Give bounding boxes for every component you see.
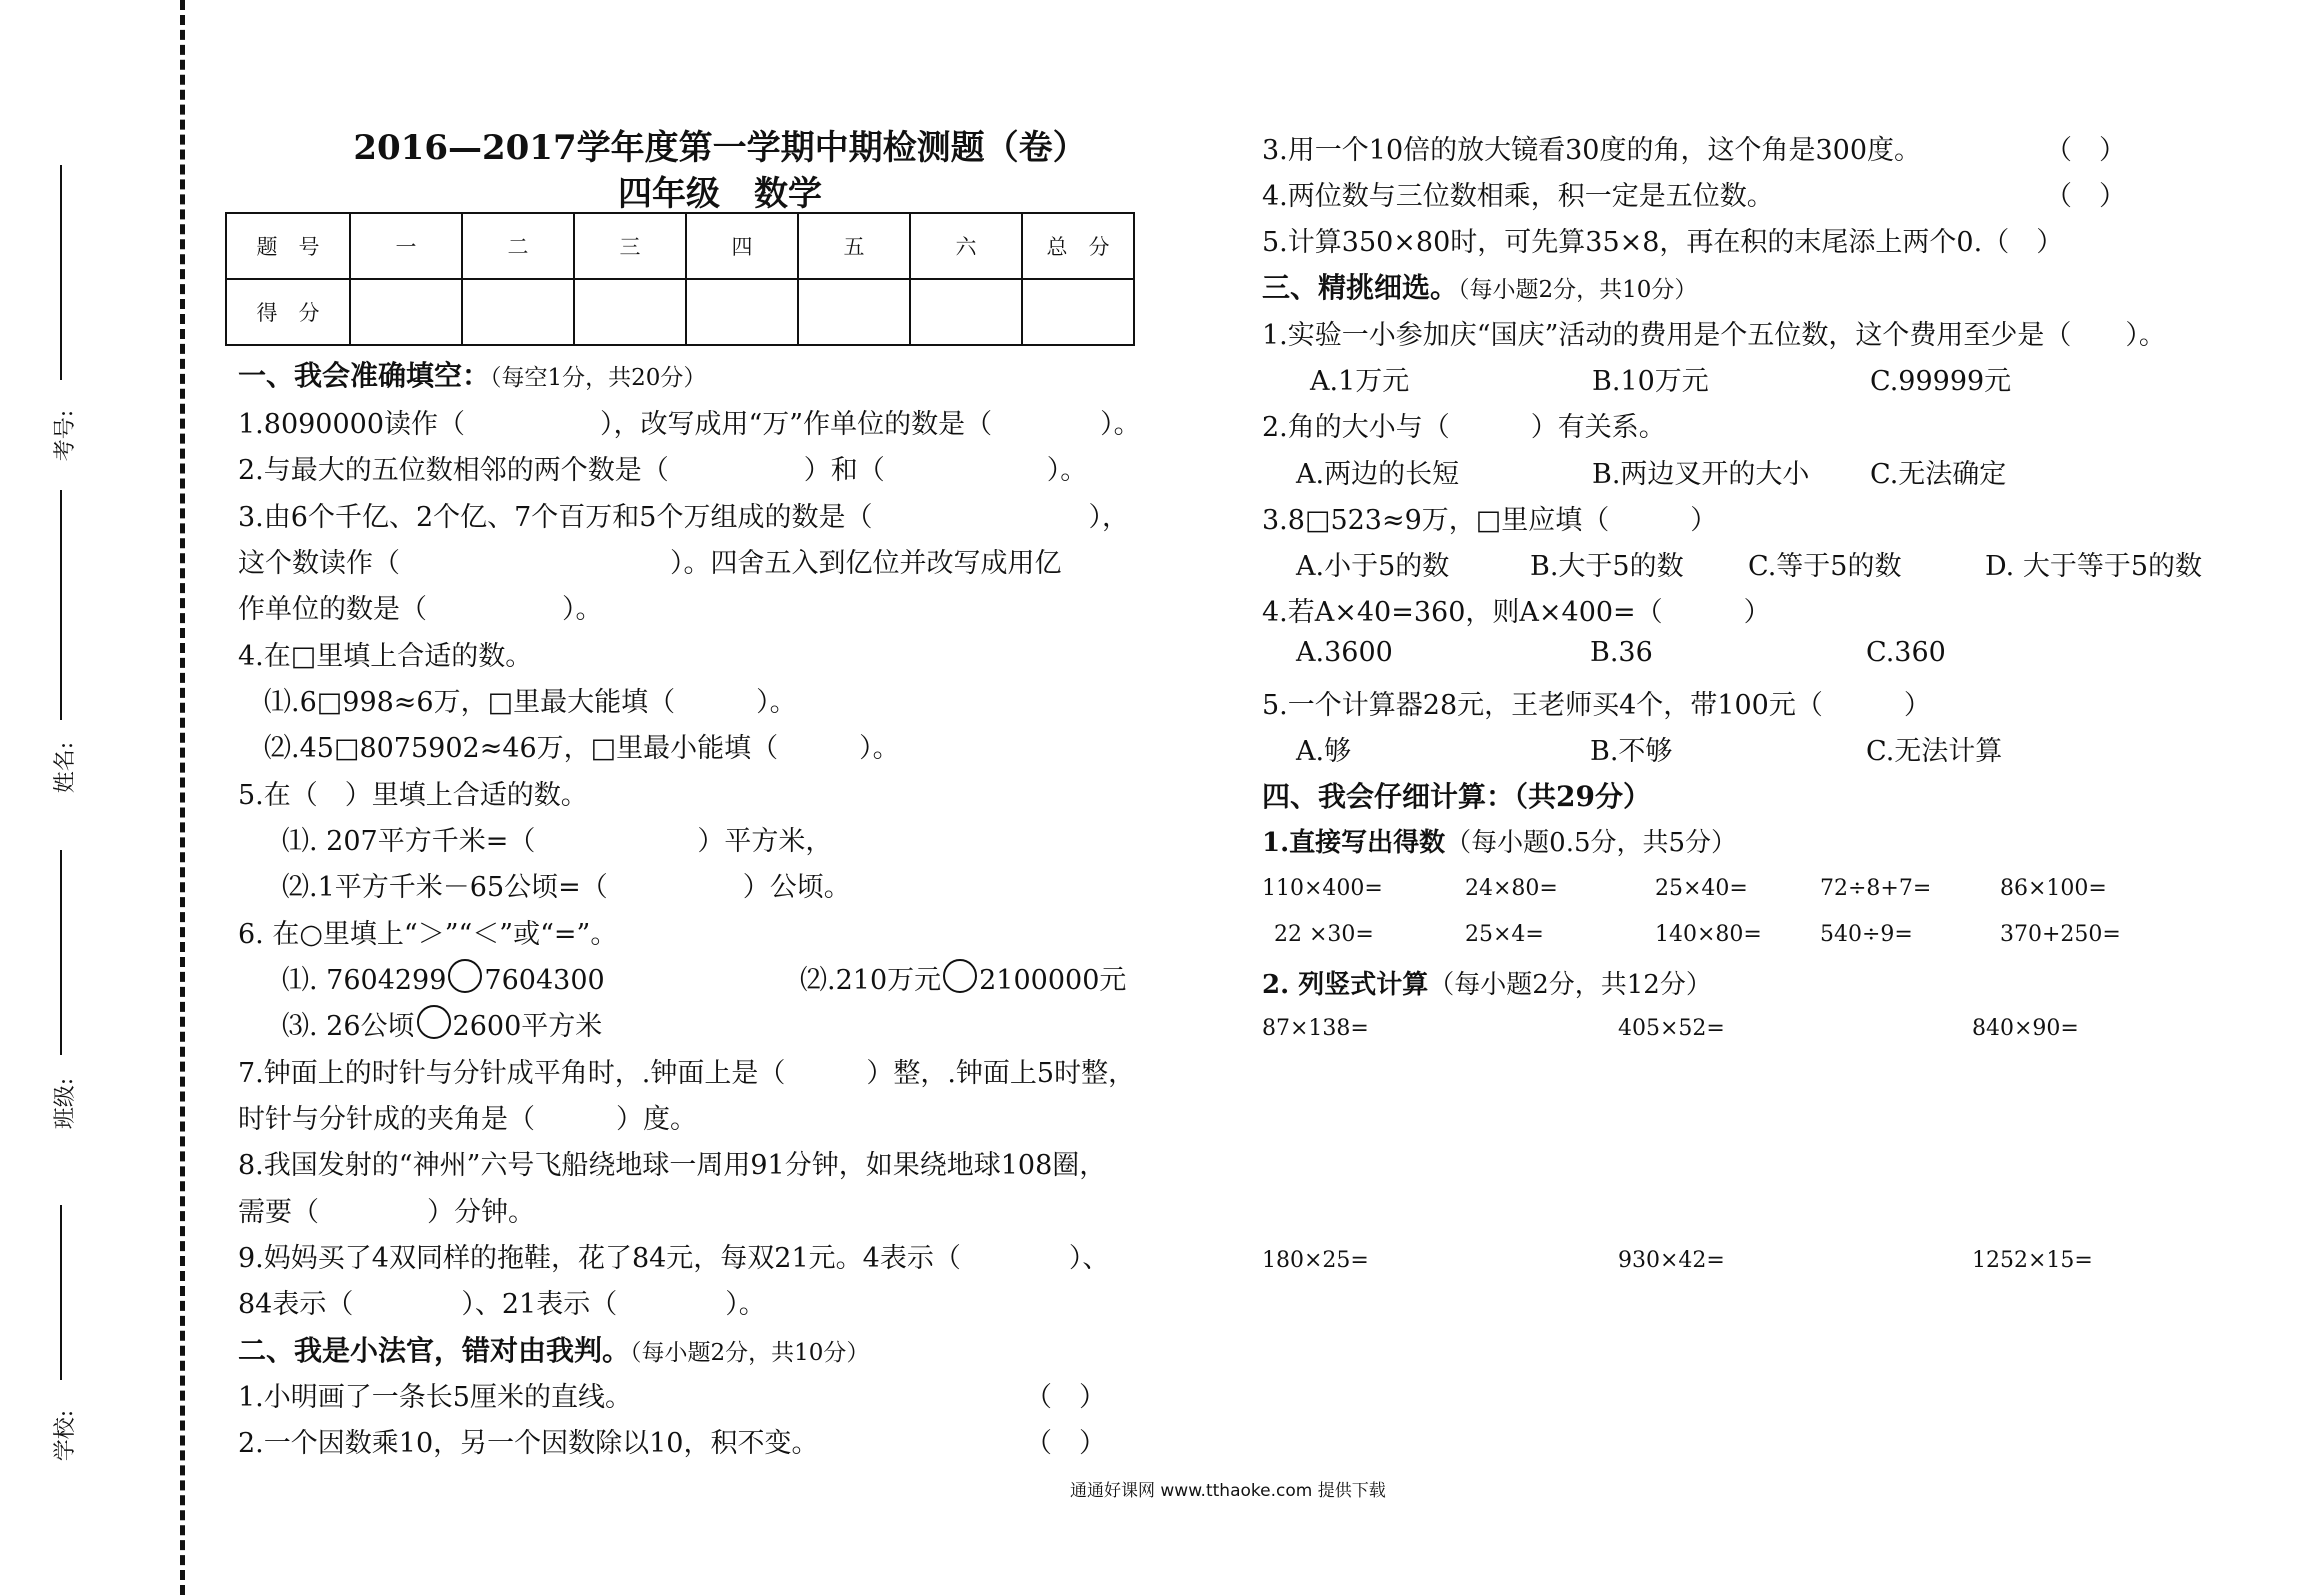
section-3-heading: 三、精挑细选。（每小题2分，共10分） — [1262, 271, 1698, 304]
choice-question: 1.实验一小参加庆“国庆”活动的费用是个五位数，这个费用至少是（ ）。 — [1262, 320, 2166, 351]
judge-question: 2.一个因数乘10，另一个因数除以10，积不变。 — [238, 1428, 819, 1459]
vertical-calc-heading: 2. 列竖式计算（每小题2分，共12分） — [1262, 970, 1712, 1000]
score-header-cell: 一 — [350, 213, 462, 279]
score-input-cell[interactable] — [1022, 279, 1134, 345]
binding-dashed-line — [180, 0, 185, 1595]
score-table — [225, 212, 1135, 346]
compare-circle[interactable] — [417, 1005, 451, 1039]
question-line: 4.在□里填上合适的数。 — [238, 641, 533, 672]
choice-option[interactable]: B.10万元 — [1592, 366, 1709, 397]
page-subtitle: 四年级 数学 — [618, 174, 822, 214]
question-line: 需要（ ）分钟。 — [238, 1197, 535, 1228]
section-1-heading: 一、我会准确填空：（每空1分，共20分） — [238, 359, 707, 392]
question-line: ⑴.6□998≈6万，□里最大能填（ ）。 — [264, 687, 797, 718]
score-input-cell[interactable] — [574, 279, 686, 345]
school-label: 学校: — [53, 1409, 79, 1462]
choice-option[interactable]: A.两边的长短 — [1296, 459, 1460, 490]
score-header-cell: 三 — [574, 213, 686, 279]
score-row-label: 得 分 — [226, 279, 350, 345]
score-header-cell: 总 分 — [1022, 213, 1134, 279]
question-line: 9.妈妈买了4双同样的拖鞋，花了84元，每双21元。4表示（ ）、 — [238, 1243, 1110, 1274]
page-title: 2016—2017学年度第一学期中期检测题（卷） — [353, 128, 1087, 168]
direct-calc-item: 25×4= — [1465, 922, 1544, 947]
choice-question: 2.角的大小与（ ）有关系。 — [1262, 412, 1666, 443]
score-header-cell: 六 — [910, 213, 1022, 279]
score-input-cell[interactable] — [462, 279, 574, 345]
question-line: ⑴. 207平方千米=（ ）平方米， — [282, 826, 833, 857]
score-input-cell[interactable] — [910, 279, 1022, 345]
vertical-calc-item: 1252×15= — [1972, 1248, 2093, 1273]
direct-calc-item: 110×400= — [1262, 876, 1383, 901]
direct-calc-item: 25×40= — [1655, 876, 1748, 901]
score-input-cell[interactable] — [350, 279, 462, 345]
vertical-calc-item: 405×52= — [1618, 1016, 1725, 1041]
score-table-score-row — [226, 279, 1134, 345]
vertical-calc-item: 87×138= — [1262, 1016, 1369, 1041]
question-line: ⑵.45□8075902≈46万，□里最小能填（ ）。 — [264, 733, 900, 764]
direct-calc-item: 24×80= — [1465, 876, 1558, 901]
choice-option[interactable]: C.360 — [1866, 637, 1946, 668]
compare-item: ⑶. 26公顷 2600平方米 — [282, 1004, 602, 1043]
choice-question: 3.8□523≈9万，□里应填（ ） — [1262, 505, 1718, 536]
direct-calc-item: 140×80= — [1655, 922, 1762, 947]
question-line: 7.钟面上的时针与分针成平角时，.钟面上是（ ）整，.钟面上5时整， — [238, 1058, 1136, 1089]
section-4-heading: 四、我会仔细计算：（共29分） — [1262, 780, 1651, 813]
judge-answer-paren[interactable]: （ ） — [2045, 181, 2126, 212]
score-header-cell: 四 — [686, 213, 798, 279]
vertical-calc-item: 840×90= — [1972, 1016, 2079, 1041]
school-line — [60, 1205, 62, 1380]
judge-question: 3.用一个10倍的放大镜看30度的角，这个角是300度。 — [1262, 135, 1922, 166]
direct-calc-item: 370+250= — [2000, 922, 2121, 947]
footer-credit: 通通好课网 www.tthaoke.com 提供下载 — [1070, 1481, 1386, 1501]
judge-answer-paren[interactable]: （ ） — [1025, 1382, 1106, 1413]
section-2-heading: 二、我是小法官，错对由我判。（每小题2分，共10分） — [238, 1334, 870, 1367]
choice-option[interactable]: C.无法计算 — [1866, 736, 2003, 767]
choice-option[interactable]: C.等于5的数 — [1748, 551, 1902, 582]
question-line: 这个数读作（ ）。四舍五入到亿位并改写成用亿 — [238, 548, 1062, 579]
choice-option[interactable]: A.小于5的数 — [1296, 551, 1450, 582]
direct-calc-item: 86×100= — [2000, 876, 2107, 901]
question-line: 8.我国发射的“神州”六号飞船绕地球一周用91分钟，如果绕地球108圈， — [238, 1150, 1107, 1181]
question-line: 84表示（ ）、21表示（ ）。 — [238, 1289, 766, 1320]
question-line: 3.由6个千亿、2个亿、7个百万和5个万组成的数是（ ）， — [238, 502, 1129, 533]
exam-number-line — [60, 165, 62, 380]
choice-option[interactable]: B.36 — [1590, 637, 1653, 668]
vertical-calc-item: 180×25= — [1262, 1248, 1369, 1273]
score-header-cell: 题 号 — [226, 213, 350, 279]
judge-answer-paren[interactable]: （ ） — [2045, 135, 2126, 166]
score-header-cell: 二 — [462, 213, 574, 279]
choice-option[interactable]: C.99999元 — [1870, 366, 2012, 397]
judge-answer-paren[interactable]: （ ） — [1025, 1428, 1106, 1459]
compare-item: ⑵.210万元 2100000元 — [800, 958, 1126, 997]
score-input-cell[interactable] — [798, 279, 910, 345]
class-label: 班级: — [53, 1077, 79, 1130]
class-line — [60, 850, 62, 1055]
choice-option[interactable]: B.大于5的数 — [1530, 551, 1684, 582]
choice-option[interactable]: B.不够 — [1590, 736, 1673, 767]
choice-question: 5.一个计算器28元，王老师买4个，带100元（ ） — [1262, 690, 1931, 721]
score-header-cell: 五 — [798, 213, 910, 279]
compare-circle[interactable] — [448, 959, 482, 993]
question-line: 作单位的数是（ ）。 — [238, 594, 603, 625]
question-line: 时针与分针成的夹角是（ ）度。 — [238, 1104, 697, 1135]
compare-circle[interactable] — [943, 959, 977, 993]
question-line: 6. 在○里填上“＞”“＜”或“=”。 — [238, 919, 618, 950]
choice-option[interactable]: B.两边叉开的大小 — [1592, 459, 1810, 490]
score-table-header-row — [226, 213, 1134, 279]
direct-calc-heading: 1.直接写出得数（每小题0.5分，共5分） — [1262, 828, 1738, 858]
direct-calc-item: 72÷8+7= — [1820, 876, 1932, 901]
vertical-calc-item: 930×42= — [1618, 1248, 1725, 1273]
question-line: 2.与最大的五位数相邻的两个数是（ ）和（ ）。 — [238, 455, 1088, 486]
judge-question: 1.小明画了一条长5厘米的直线。 — [238, 1382, 632, 1413]
choice-option[interactable]: A.够 — [1296, 736, 1352, 767]
question-line: ⑵.1平方千米－65公顷=（ ）公顷。 — [282, 872, 851, 903]
exam-number-label: 考号: — [53, 409, 79, 462]
question-line: 5.在（ ）里填上合适的数。 — [238, 780, 588, 811]
score-input-cell[interactable] — [686, 279, 798, 345]
choice-option[interactable]: D. 大于等于5的数 — [1985, 551, 2203, 582]
choice-question: 4.若A×40=360，则A×400=（ ） — [1262, 597, 1771, 628]
choice-option[interactable]: A.3600 — [1296, 637, 1393, 668]
direct-calc-item: 540÷9= — [1820, 922, 1913, 947]
choice-option[interactable]: C.无法确定 — [1870, 459, 2007, 490]
name-label: 姓名: — [53, 741, 79, 794]
compare-item: ⑴. 7604299 7604300 — [282, 958, 605, 997]
choice-option[interactable]: A.1万元 — [1310, 366, 1410, 397]
question-line: 1.8090000读作（ ），改写成用“万”作单位的数是（ ）。 — [238, 409, 1141, 440]
name-line — [60, 490, 62, 720]
judge-question: 5.计算350×80时，可先算35×8，再在积的末尾添上两个0.（ ） — [1262, 227, 2064, 258]
direct-calc-item: 22 ×30= — [1274, 922, 1374, 947]
judge-question: 4.两位数与三位数相乘，积一定是五位数。 — [1262, 181, 1774, 212]
